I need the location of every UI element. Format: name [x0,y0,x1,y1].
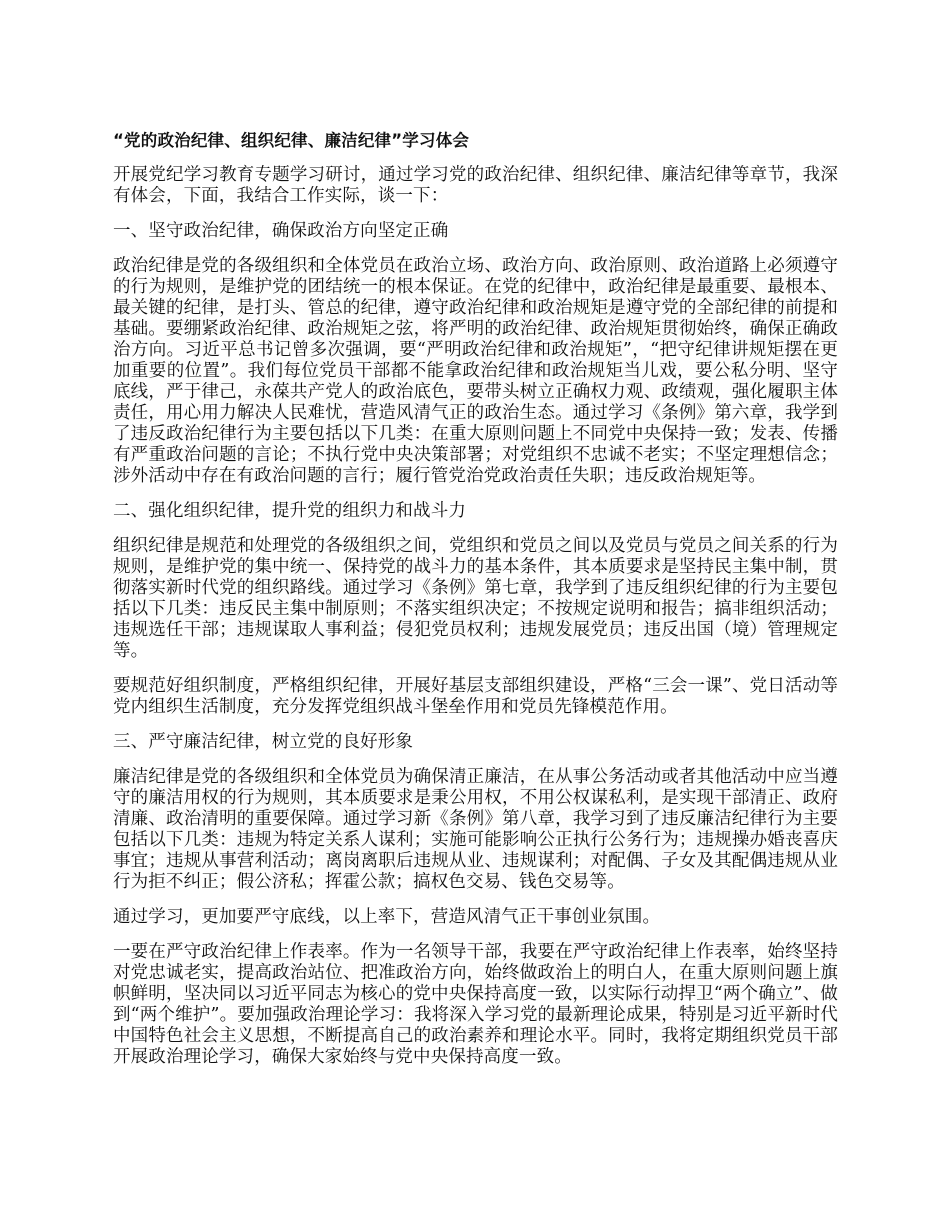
body-paragraph: 政治纪律是党的各级组织和全体党员在政治立场、政治方向、政治原则、政治道路上必须遵守的行为规则，是维护党的团结统一的根本保证。在党的纪律中，政治纪律是最重要、最根本、最关键的纪律，是打头、管总的纪律，遵守政治纪律和政治规矩是遵守党的全部纪律的前提和基础。要绷紧政治纪律、政治规矩之弦，将严明的政治纪律、政治规矩贯彻始终，确保正确政治方向。习近平总书记曾多次强调，要“严明政治纪律和政治规矩”，“把守纪律讲规矩摆在更加重要的位置”。我们每位党员干部都不能拿政治纪律和政治规矩当儿戏，要公私分明、坚守底线，严于律己，永葆共产党人的政治底色，要带头树立正确权力观、政绩观，强化履职主体责任，用心用力解决人民难忧，营造风清气正的政治生态。通过学习《条例》第六章，我学到了违反政治纪律行为主要包括以下几类：在重大原则问题上不同党中央保持一致；发表、传播有严重政治问题的言论；不执行党中央决策部署；对党组织不忠诚不老实；不坚定理想信念；涉外活动中存在有政治问题的言行；履行管党治党政治责任失职；违反政治规矩等。 [113,256,838,486]
intro-paragraph: 开展党纪学习教育专题学习研讨，通过学习党的政治纪律、组织纪律、廉洁纪律等章节，我深有体会，下面，我结合工作实际，谈一下： [113,165,838,206]
body-paragraph: 通过学习，更加要严守底线，以上率下，营造风清气正干事创业氛围。 [113,907,661,927]
body-paragraph: 组织纪律是规范和处理党的各级组织之间，党组织和党员之间以及党员与党员之间关系的行为规则，是维护党的集中统一、保持党的战斗力的基本条件，其本质要求是坚持民主集中制，贯彻落实新时代党的组织路线。通过学习《条例》第七章，我学到了违反组织纪律的行为主要包括以下几类：违反民主集中制原则；不落实组织决定；不按规定说明和报告；搞非组织活动；违规选任干部；违规谋取人事利益；侵犯党员权利；违规发展党员；违反出国（境）管理规定等。 [113,536,838,661]
body-paragraph: 要规范好组织制度，严格组织纪律，开展好基层支部组织建设，严格“三会一课”、党日活动等党内组织生活制度，充分发挥党组织战斗堡垒作用和党员先锋模范作用。 [113,676,838,717]
document-page [113,130,838,1082]
section-heading-organizational-discipline: 二、强化组织纪律，提升党的组织力和战斗力 [113,501,466,521]
document-title: “党的政治纪律、组织纪律、廉洁纪律”学习体会 [113,131,470,150]
section-heading-political-discipline: 一、坚守政治纪律，确保政治方向坚定正确 [113,221,449,241]
body-paragraph: 一要在严守政治纪律上作表率。作为一名领导干部，我要在严守政治纪律上作表率，始终坚持对党忠诚老实，提高政治站位、把准政治方向，始终做政治上的明白人，在重大原则问题上旗帜鲜明，坚决同以习近平同志为核心的党中央保持高度一致，以实际行动捍卫“两个确立”、做到“两个维护”。要加强政治理论学习：我将深入学习党的最新理论成果，特别是习近平新时代中国特色社会主义思想，不断提高自己的政治素养和理论水平。同时，我将定期组织党员干部开展政治理论学习，确保大家始终与党中央保持高度一致。 [113,942,838,1067]
section-heading-integrity-discipline: 三、严守廉洁纪律，树立党的良好形象 [113,732,414,752]
body-paragraph: 廉洁纪律是党的各级组织和全体党员为确保清正廉洁，在从事公务活动或者其他活动中应当遵守的廉洁用权的行为规则，其本质要求是秉公用权，不用公权谋私利，是实现干部清正、政府清廉、政治清明的重要保障。通过学习新《条例》第八章，我学习到了违反廉洁纪律行为主要包括以下几类：违规为特定关系人谋利；实施可能影响公正执行公务行为；违规操办婚丧喜庆事宜；违规从事营利活动；离岗离职后违规从业、违规谋利；对配偶、子女及其配偶违规从业行为拒不纠正；假公济私；挥霍公款；搞权色交易、钱色交易等。 [113,767,838,892]
